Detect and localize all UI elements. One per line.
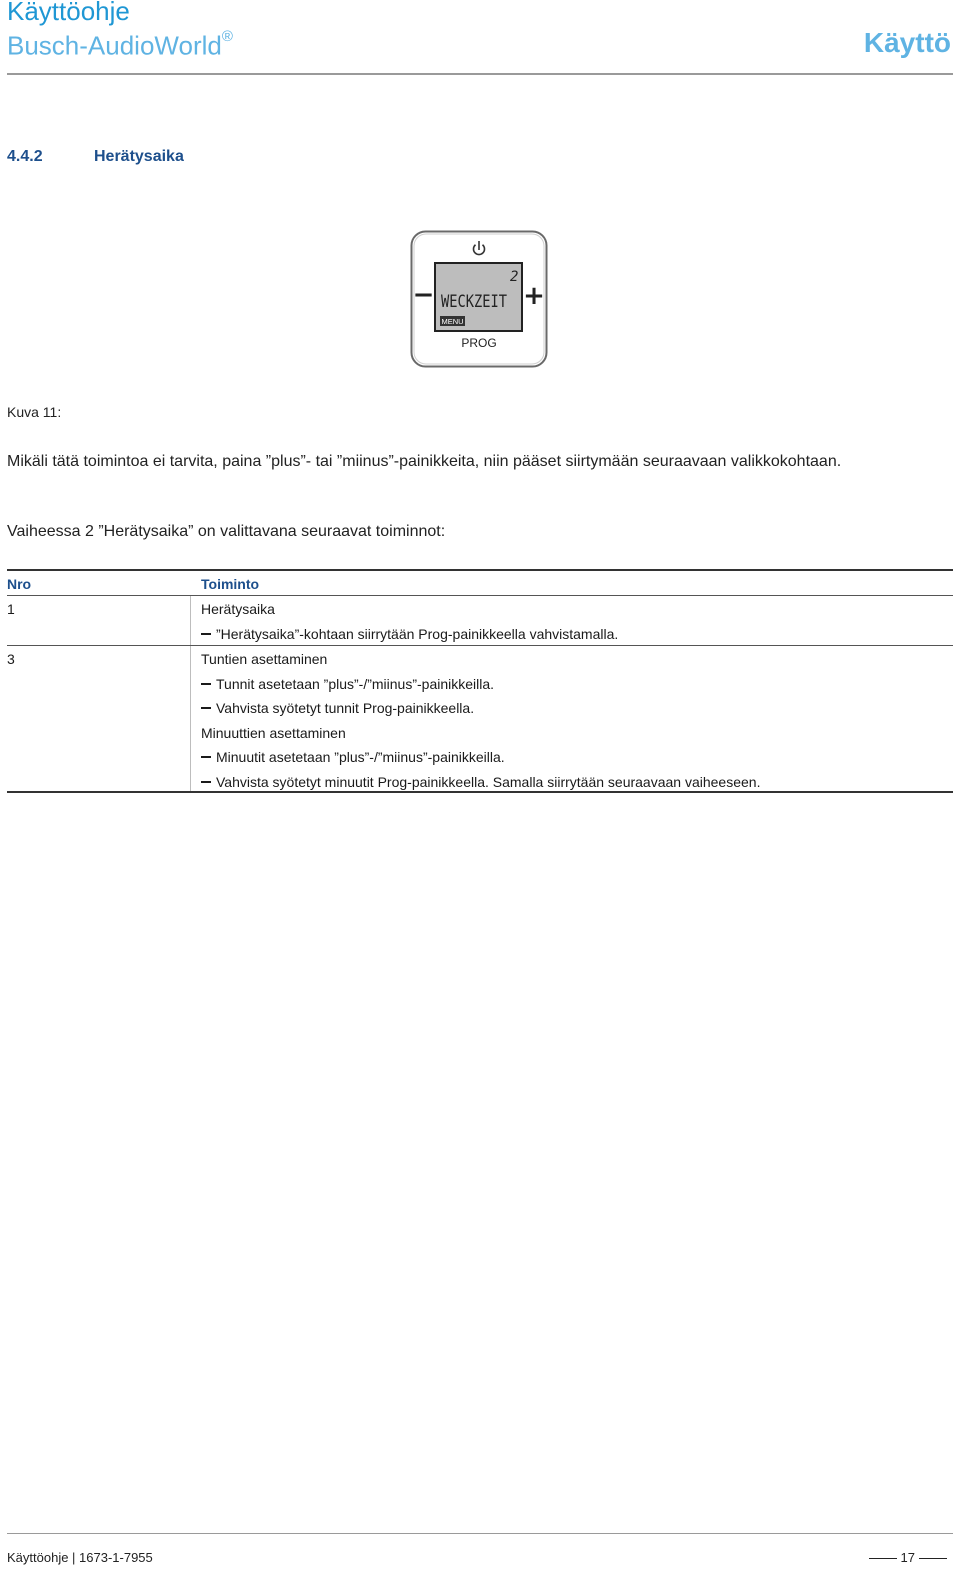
table-bottom-rule: [7, 791, 953, 793]
table-header-nro: Nro: [7, 576, 32, 592]
chapter-title: Käyttö: [863, 27, 951, 58]
paragraph-skip-info: Mikäli tätä toimintoa ei tarvita, paina ”plus”- tai ”miinus”-painikkeita, niin pääset siirtymään seuraavaan valikkokohtaan.: [7, 453, 842, 470]
dash-bullet: [201, 781, 211, 783]
device-illustration: [410, 230, 548, 368]
header-divider: [7, 73, 953, 75]
footer-page-number: [865, 1550, 951, 1565]
figure-caption: Kuva 11:: [7, 404, 62, 420]
registered-mark: ®: [221, 28, 233, 45]
row-2-item-3-text: Minuutit asetetaan ”plus”-/”miinus”-painikkeilla.: [216, 749, 505, 765]
lcd-digit: 2: [510, 269, 519, 285]
row-2-item-1: [201, 676, 494, 692]
row-2-item-4: [201, 774, 760, 790]
section-number: 4.4.2: [7, 148, 43, 165]
row-2-item-1-text: Tunnit asetetaan ”plus”-/”miinus”-painikkeilla.: [216, 676, 495, 692]
table-top-rule: [7, 569, 953, 571]
row-2-item-2: [201, 700, 474, 716]
minus-symbol: −: [412, 280, 435, 310]
plus-symbol: +: [523, 281, 545, 311]
row-1-item: [201, 626, 618, 642]
dash-bullet: [201, 683, 211, 685]
dash-bullet: [201, 707, 211, 709]
page-number: 17: [900, 1550, 915, 1565]
document-title: Käyttöohje: [7, 0, 130, 26]
row-2-subtitle: Minuuttien asettaminen: [201, 725, 346, 741]
table-header-toiminto: Toiminto: [201, 576, 260, 592]
table-column-divider: [190, 596, 191, 792]
row-2-item-3: [201, 749, 505, 765]
menu-label: MENU: [441, 317, 464, 326]
row-2-item-4-text: Vahvista syötetyt minuutit Prog-painikkeella. Samalla siirrytään seuraavaan vaiheeseen.: [216, 774, 761, 790]
footer-line-right: [919, 1558, 947, 1559]
row-2-title: Tuntien asettaminen: [201, 651, 328, 667]
footer-divider: [7, 1533, 953, 1534]
row-2-nro: 3: [7, 651, 15, 667]
dash-bullet: [201, 756, 211, 758]
footer-line-left: [869, 1558, 897, 1559]
row-1-item-text: ”Herätysaika”-kohtaan siirrytään Prog-painikkeella vahvistamalla.: [216, 626, 619, 642]
table-header-rule: [7, 595, 953, 596]
footer-doc-id: Käyttöohje | 1673-1-7955: [7, 1550, 153, 1565]
product-name: [7, 26, 233, 61]
row-1-nro: 1: [7, 601, 15, 617]
paragraph-step-intro: Vaiheessa 2 ”Herätysaika” on valittavana seuraavat toiminnot:: [7, 523, 446, 540]
row-2-item-2-text: Vahvista syötetyt tunnit Prog-painikkeella.: [216, 700, 475, 716]
row-1-title: Herätysaika: [201, 601, 275, 617]
table-row-rule: [7, 645, 953, 646]
product-name-text: Busch-AudioWorld: [7, 30, 222, 61]
dash-bullet: [201, 633, 211, 635]
section-title: Herätysaika: [94, 148, 184, 165]
lcd-text: WECKZEIT: [441, 292, 507, 312]
prog-label: PROG: [461, 336, 497, 350]
